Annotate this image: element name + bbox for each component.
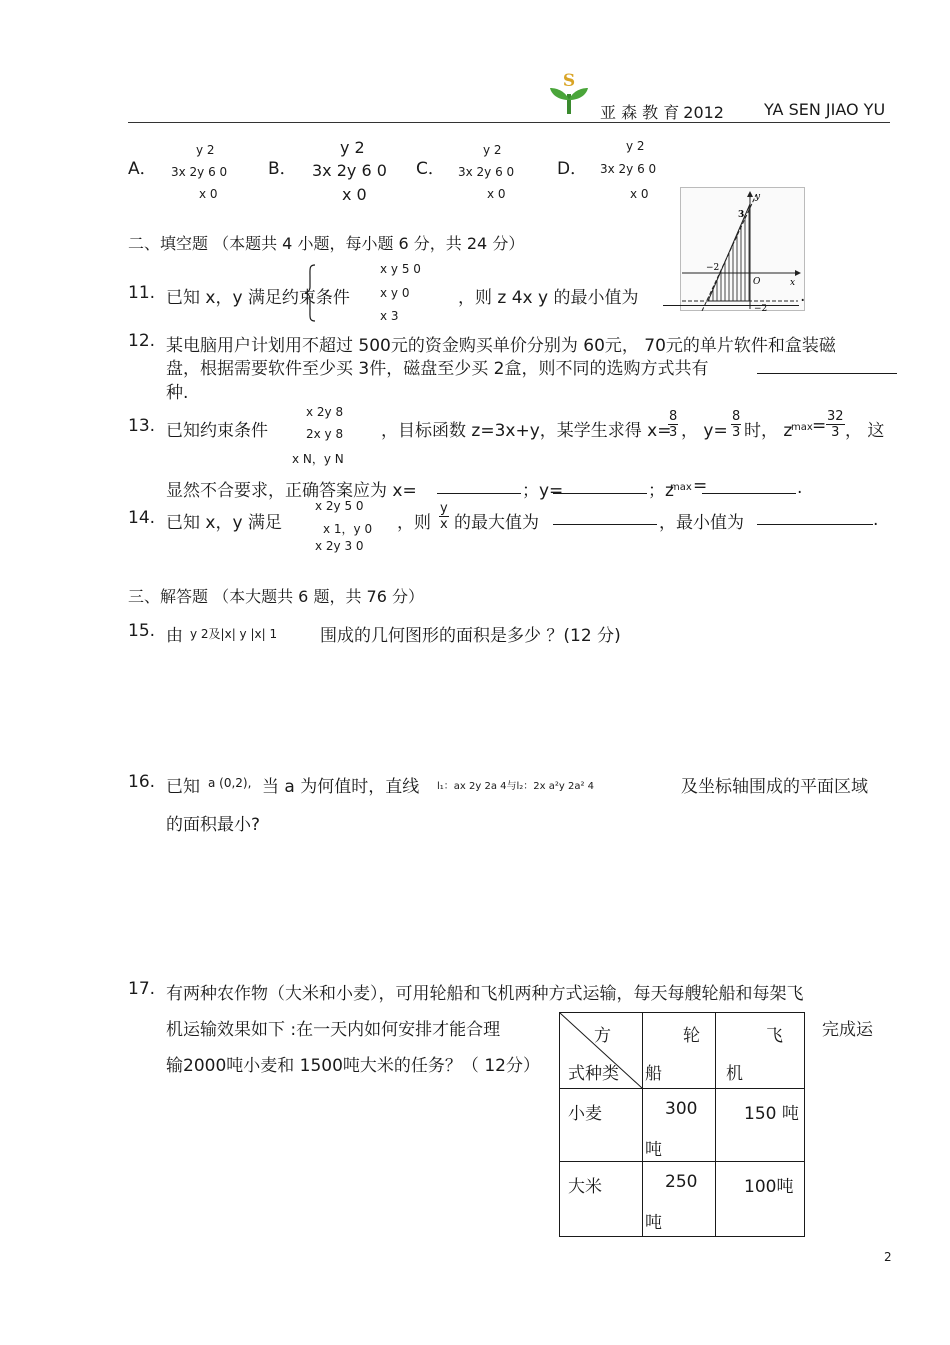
frac-y-over-x: $\frac{y}{x}$ — [440, 501, 448, 532]
y-axis-label: y — [755, 192, 761, 202]
q12-answer-blank — [757, 355, 897, 374]
logo-letter: S — [562, 71, 576, 91]
col-ship-header: 轮 船 — [643, 1013, 716, 1089]
section-3-title: 三、解答题 （本大题共 6 题，共 76 分） — [128, 587, 424, 606]
y-tick-label: 3 — [738, 210, 745, 220]
bottom-tick-label: −2 — [754, 304, 768, 311]
corner-cell: 方 式种类 — [560, 1013, 643, 1089]
brand-cn: 亚 森 教 育 2012 — [600, 103, 724, 122]
origin-label: O — [753, 277, 761, 287]
yasen-logo — [546, 70, 592, 116]
brace-icon — [303, 263, 317, 323]
q14-max-blank — [553, 508, 657, 525]
q11-answer-blank — [663, 285, 799, 306]
q13-x-blank — [437, 477, 521, 494]
q13-y-blank — [553, 477, 647, 494]
frac-y: $\frac{8}{3}$ — [732, 409, 741, 440]
section-2-title: 二、填空题 （本题共 4 小题，每小题 6 分，共 24 分） — [128, 234, 525, 253]
x-tick-label: −2 — [706, 263, 720, 273]
header-rule — [128, 122, 890, 123]
frac-x: $\frac{8}{3}$ — [669, 409, 678, 440]
col-plane-header: 飞 机 — [716, 1013, 805, 1089]
q14-min-blank — [757, 508, 873, 525]
page-number: 2 — [884, 1250, 892, 1264]
table-row: 大米 250 吨 100吨 — [560, 1162, 805, 1237]
q13-z-blank — [702, 477, 796, 494]
transport-table — [559, 1012, 805, 1237]
table-header-row — [560, 1013, 805, 1089]
table-row: 小麦 300 吨 150 吨 — [560, 1089, 805, 1162]
x-axis-label: x — [790, 278, 796, 288]
frac-z: $\frac{32}{3}$ — [827, 409, 844, 440]
brand-en: YA SEN JIAO YU — [764, 100, 886, 119]
